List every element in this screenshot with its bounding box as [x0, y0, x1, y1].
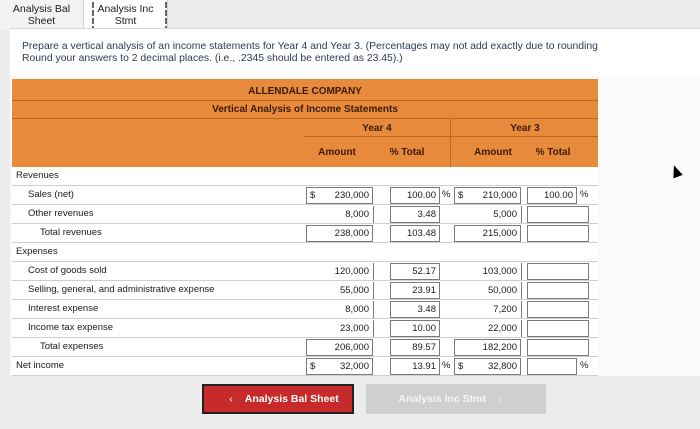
pct-value: 52.17 — [412, 266, 436, 277]
amount-value: 182,200 — [482, 342, 517, 353]
tab-bar — [0, 0, 168, 30]
pct-value: 100.00 — [406, 190, 436, 201]
amount-value: 215,000 — [482, 228, 517, 239]
tab-analysis-bal-sheet[interactable] — [0, 0, 84, 30]
amount-input-y3[interactable] — [454, 301, 521, 318]
table-row — [12, 338, 598, 357]
amount-value: 8,000 — [345, 304, 369, 315]
row-label: Income tax expense — [28, 322, 114, 333]
table-row — [12, 205, 598, 224]
prev-tab-button[interactable] — [202, 384, 354, 414]
tab-label: Analysis Inc — [97, 3, 154, 15]
statement-title: Vertical Analysis of Income Statements — [212, 104, 398, 115]
pct-value: 13.91 — [412, 361, 436, 372]
tab-label: Analysis Bal — [12, 3, 71, 15]
row-label: Total expenses — [40, 341, 104, 352]
cell-edge — [373, 206, 377, 223]
cell-edge — [373, 263, 377, 280]
amount-input-y4[interactable] — [306, 282, 373, 299]
amount-value: 50,000 — [487, 285, 517, 296]
chevron-left-icon: ‹ — [229, 393, 233, 405]
amount-value: 103,000 — [482, 266, 517, 277]
pct-input-y3[interactable] — [527, 358, 577, 375]
pct-input-y4[interactable] — [390, 187, 440, 204]
pct-input-y3[interactable] — [527, 320, 589, 337]
amount-input-y4[interactable] — [306, 187, 373, 204]
table-header — [12, 79, 598, 167]
pct-input-y3[interactable] — [527, 206, 589, 223]
row-label: Interest expense — [28, 303, 99, 314]
cell-edge — [521, 320, 525, 337]
header-divider — [12, 118, 598, 119]
amount-input-y3[interactable] — [454, 225, 521, 242]
amount-value: 55,000 — [339, 285, 369, 296]
header-divider — [450, 118, 451, 167]
percent-sign: % — [580, 360, 589, 371]
pct-input-y4[interactable] — [390, 301, 440, 318]
tab-analysis-inc-stmt[interactable] — [84, 0, 168, 30]
cell-edge — [521, 206, 525, 223]
amount-value: 210,000 — [482, 190, 517, 201]
amount-input-y4[interactable] — [306, 301, 373, 318]
col-amount-y4: Amount — [318, 147, 356, 158]
table-row — [12, 262, 598, 281]
percent-sign: % — [580, 189, 589, 200]
table-row — [12, 319, 598, 338]
instructions-line: Round your answers to 2 decimal places. (i.e., .2345 should be entered as 23.45).) — [22, 53, 403, 64]
amount-input-y4[interactable] — [306, 358, 373, 375]
amount-input-y4[interactable] — [306, 339, 373, 356]
amount-input-y3[interactable] — [454, 206, 521, 223]
pct-input-y3[interactable] — [527, 225, 589, 242]
company-name: ALLENDALE COMPANY — [248, 86, 362, 97]
instructions-line: Prepare a vertical analysis of an income statements for Year 4 and Year 3. (Percentages may not add exactly due to rounding — [22, 41, 598, 52]
pct-input-y4[interactable] — [390, 339, 440, 356]
amount-value: 206,000 — [334, 342, 369, 353]
pct-input-y4[interactable] — [390, 358, 440, 375]
cell-edge — [521, 301, 525, 318]
table-row — [12, 224, 598, 243]
percent-sign: % — [442, 360, 451, 371]
worksheet-panel — [10, 76, 700, 376]
chevron-right-icon: › — [498, 393, 502, 405]
amount-input-y3[interactable] — [454, 282, 521, 299]
col-pct-y3: % Total — [535, 147, 571, 158]
amount-input-y4[interactable] — [306, 320, 373, 337]
cell-edge — [521, 282, 525, 299]
row-label: Other revenues — [28, 208, 94, 219]
row-label: Revenues — [16, 170, 59, 181]
table-row — [12, 186, 598, 205]
instructions — [10, 28, 700, 76]
pct-value: 103.48 — [406, 228, 436, 239]
amount-input-y3[interactable] — [454, 263, 521, 280]
amount-input-y4[interactable] — [306, 225, 373, 242]
amount-input-y3[interactable] — [454, 339, 521, 356]
amount-input-y3[interactable] — [454, 358, 521, 375]
row-label: Sales (net) — [28, 189, 74, 200]
year4-heading: Year 4 — [362, 123, 392, 134]
dollar-sign: $ — [458, 190, 464, 201]
amount-value: 32,800 — [487, 361, 517, 372]
pct-input-y3[interactable] — [527, 263, 589, 280]
pct-value: 3.48 — [417, 209, 436, 220]
header-divider — [12, 100, 598, 101]
table-row — [12, 167, 598, 186]
row-label: Selling, general, and administrative expense — [28, 284, 215, 295]
row-label: Cost of goods sold — [28, 265, 107, 276]
amount-input-y3[interactable] — [454, 187, 521, 204]
amount-input-y4[interactable] — [306, 206, 373, 223]
cell-edge — [373, 320, 377, 337]
row-label: Expenses — [16, 246, 58, 257]
tab-label: Sheet — [27, 15, 56, 27]
amount-value: 23,000 — [339, 323, 369, 334]
next-button-label: Analysis Inc Stmt — [398, 393, 487, 405]
header-divider — [304, 136, 598, 137]
pct-input-y3[interactable] — [527, 187, 577, 204]
amount-value: 22,000 — [487, 323, 517, 334]
cell-edge — [373, 282, 377, 299]
pct-value: 89.57 — [412, 342, 436, 353]
dollar-sign: $ — [458, 361, 464, 372]
amount-value: 8,000 — [345, 209, 369, 220]
next-tab-button[interactable] — [366, 384, 546, 414]
amount-input-y4[interactable] — [306, 263, 373, 280]
col-amount-y3: Amount — [474, 147, 512, 158]
cell-edge — [521, 263, 525, 280]
amount-value: 120,000 — [334, 266, 369, 277]
table-row — [12, 281, 598, 300]
row-label: Total revenues — [40, 227, 102, 238]
amount-value: 5,000 — [493, 209, 517, 220]
year3-heading: Year 3 — [510, 123, 540, 134]
pct-input-y4[interactable] — [390, 320, 440, 337]
percent-sign: % — [442, 189, 451, 200]
pct-input-y3[interactable] — [527, 301, 589, 318]
amount-value: 7,200 — [493, 304, 517, 315]
pct-input-y3[interactable] — [527, 282, 589, 299]
amount-value: 238,000 — [334, 228, 369, 239]
pct-value: 23.91 — [412, 285, 436, 296]
pct-input-y4[interactable] — [390, 206, 440, 223]
pct-value: 100.00 — [543, 190, 573, 201]
amount-value: 230,000 — [334, 190, 369, 201]
amount-value: 32,000 — [339, 361, 369, 372]
pct-input-y4[interactable] — [390, 282, 440, 299]
row-label: Net income — [16, 360, 65, 371]
table-row — [12, 300, 598, 319]
dollar-sign: $ — [310, 361, 316, 372]
cell-edge — [373, 301, 377, 318]
tab-label: Stmt — [114, 15, 137, 27]
pct-input-y4[interactable] — [390, 263, 440, 280]
prev-button-label: Analysis Bal Sheet — [244, 393, 339, 405]
table-row — [12, 357, 598, 376]
table-row — [12, 243, 598, 262]
pct-input-y3[interactable] — [527, 339, 589, 356]
col-pct-y4: % Total — [389, 147, 425, 158]
dollar-sign: $ — [310, 190, 316, 201]
pct-input-y4[interactable] — [390, 225, 440, 242]
pct-value: 3.48 — [417, 304, 436, 315]
pct-value: 10.00 — [412, 323, 436, 334]
amount-input-y3[interactable] — [454, 320, 521, 337]
